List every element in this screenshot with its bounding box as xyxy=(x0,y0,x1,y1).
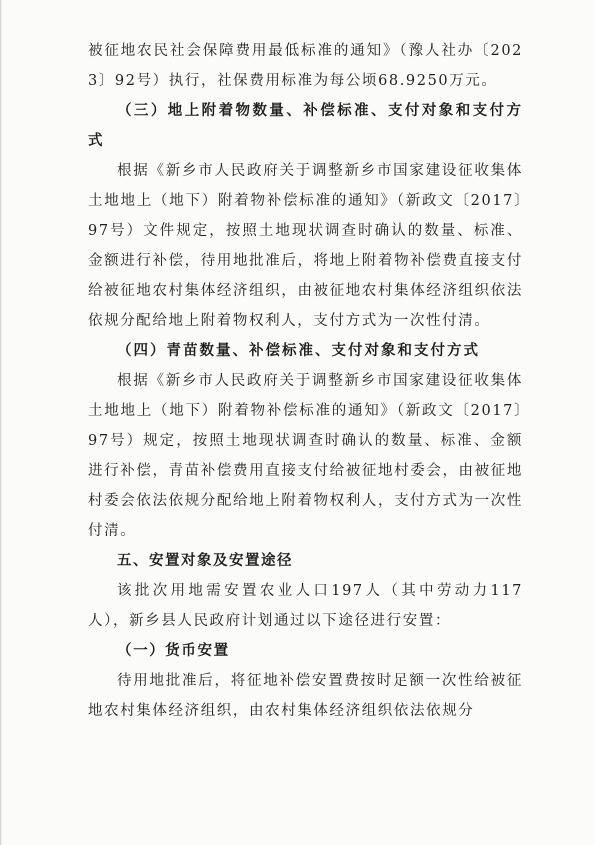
heading-crops-compensation: （四）青苗数量、补偿标准、支付对象和支付方式 xyxy=(117,342,480,359)
heading-attachments-compensation: （三）地上附着物数量、补偿标准、支付对象和支付方式 xyxy=(88,102,523,149)
scan-edge-shadow xyxy=(0,0,2,845)
paragraph-crops-compensation: 根据《新乡市人民政府关于调整新乡市国家建设征收集体土地地上（地下）附着物补偿标准的通知》（新政文〔2017〕97号）规定，按照土地现状调查时确认的数量、标准、金额进行补偿，青苗补偿费用直接支付给被征地村委会，由被征地村委会依法依规分配给地上附着物权利人，支付方式为一次性付清。 xyxy=(88,373,523,539)
paragraph-social-security-standard: 被征地农民社会保障费用最低标准的通知》（豫人社办〔2023〕92号）执行，社保费用标准为每公顷68.9250万元。 xyxy=(88,43,523,89)
paragraph-monetary-resettlement: 待用地批准后，将征地补偿安置费按时足额一次性给被征地农村集体经济组织，由农村集体经济组织依法依规分 xyxy=(88,673,523,719)
paragraph-resettlement-population: 该批次用地需安置农业人口197人（其中劳动力117人），新乡县人民政府计划通过以下途径进行安置： xyxy=(88,583,523,629)
paragraph-attachments-compensation: 根据《新乡市人民政府关于调整新乡市国家建设征收集体土地地上（地下）附着物补偿标准的通知》（新政文〔2017〕97号）文件规定，按照土地现状调查时确认的数量、标准、金额进行补偿，待用地批准后，将地上附着物补偿费直接支付给被征地农村集体经济组织，由被征地农村集体经济组织依法依规分配给地上附着物权利人，支付方式为一次性付清。 xyxy=(88,163,523,329)
heading-resettlement: 五、安置对象及安置途径 xyxy=(117,553,293,569)
heading-monetary-resettlement: （一）货币安置 xyxy=(117,642,230,659)
